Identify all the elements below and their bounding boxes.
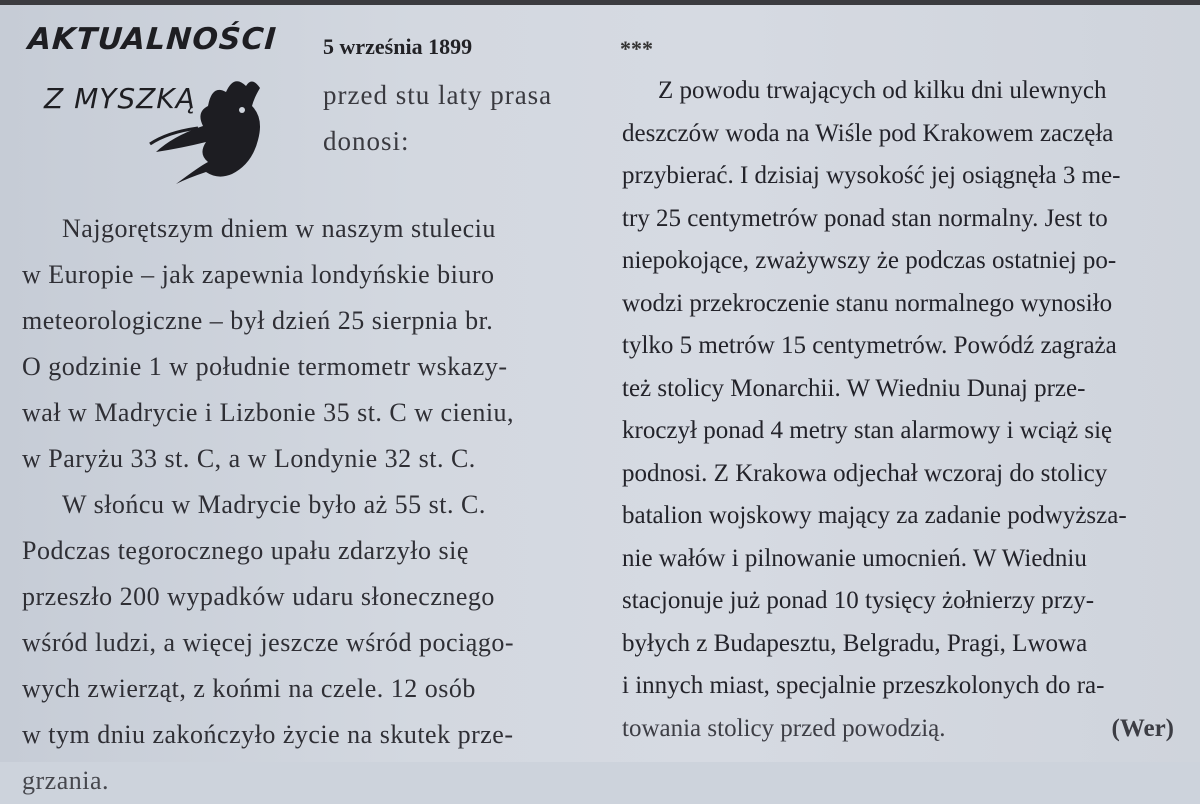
- text-line: wych zwierząt, z końmi na czele. 12 osób: [22, 674, 476, 703]
- text-line: byłych z Budapesztu, Belgradu, Pragi, Lwowa: [622, 629, 1088, 657]
- text-line: meteorologiczne – był dzień 25 sierpnia br.: [22, 306, 494, 335]
- section-separator: ***: [620, 36, 653, 61]
- paragraph: [22, 482, 587, 804]
- text-line: [622, 708, 1174, 751]
- text-line: podnosi. Z Krakowa odjechał wczoraj do stolicy: [622, 459, 1108, 487]
- last-line-text: towania stolicy przed powodzią.: [622, 714, 946, 742]
- text-line: wał w Madrycie i Lizbonie 35 st. C w cieniu,: [22, 398, 515, 427]
- text-line: kroczył ponad 4 metry stan alarmowy i wciąż się: [622, 417, 1113, 444]
- logo-title: AKTUALNOŚCI: [26, 22, 278, 57]
- right-article-column: [622, 70, 1174, 750]
- text-line: Podczas tegorocznego upału zdarzyło się: [22, 536, 469, 565]
- author-signature: (Wer): [1111, 714, 1174, 742]
- column-logo: [28, 22, 288, 182]
- text-line: i innych miast, specjalnie przeszkolonych do ra-: [622, 672, 1105, 699]
- text-line: W słońcu w Madrycie było aż 55 st. C.: [62, 490, 486, 519]
- text-line: też stolicy Monarchii. W Wiedniu Dunaj prze-: [622, 374, 1086, 402]
- intro-line-2: donosi:: [323, 126, 410, 156]
- text-line: nie wałów i pilnowanie umocnień. W Wiedniu: [622, 544, 1087, 572]
- text-line: w Europie – jak zapewnia londyńskie biuro: [22, 260, 495, 289]
- text-line: Z powodu trwających od kilku dni ulewnych: [658, 77, 1107, 104]
- text-line: wśród ludzi, a więcej jeszcze wśród pociągo-: [22, 628, 514, 657]
- paragraph: [622, 70, 1174, 750]
- text-line: niepokojące, zważywszy że podczas ostatniej po-: [622, 247, 1117, 274]
- text-line: w tym dniu zakończyło życie na skutek prze-: [22, 720, 514, 749]
- text-line: grzania.: [22, 766, 110, 795]
- text-line: try 25 centymetrów ponad stan normalny. Jest to: [622, 204, 1108, 232]
- text-line: przybierać. I dzisiaj wysokość jej osiągnęła 3 me-: [622, 162, 1121, 189]
- left-article-column: [22, 206, 587, 804]
- paragraph: [22, 206, 587, 482]
- text-line: Najgorętszym dniem w naszym stuleciu: [62, 214, 496, 243]
- text-line: w Paryżu 33 st. C, a w Londynie 32 st. C.: [22, 444, 476, 473]
- text-line: O godzinie 1 w południe termometr wskazy-: [22, 352, 508, 381]
- text-line: stacjonuje już ponad 10 tysięcy żołnierzy przy-: [622, 587, 1095, 614]
- intro-line-1: przed stu laty prasa: [323, 80, 553, 110]
- date-heading: 5 września 1899: [323, 34, 473, 59]
- mouse-icon: [148, 66, 278, 186]
- logo-subtitle: Z MYSZKĄ: [44, 82, 196, 115]
- text-line: tylko 5 metrów 15 centymetrów. Powódź zagraża: [622, 332, 1117, 359]
- text-line: wodzi przekroczenie stanu normalnego wynosiło: [622, 289, 1113, 317]
- text-line: przeszło 200 wypadków udaru słonecznego: [22, 582, 495, 611]
- text-line: batalion wojskowy mający za zadanie podwyższa-: [622, 502, 1127, 529]
- text-line: deszczów woda na Wiśle pod Krakowem zaczęła: [622, 119, 1114, 147]
